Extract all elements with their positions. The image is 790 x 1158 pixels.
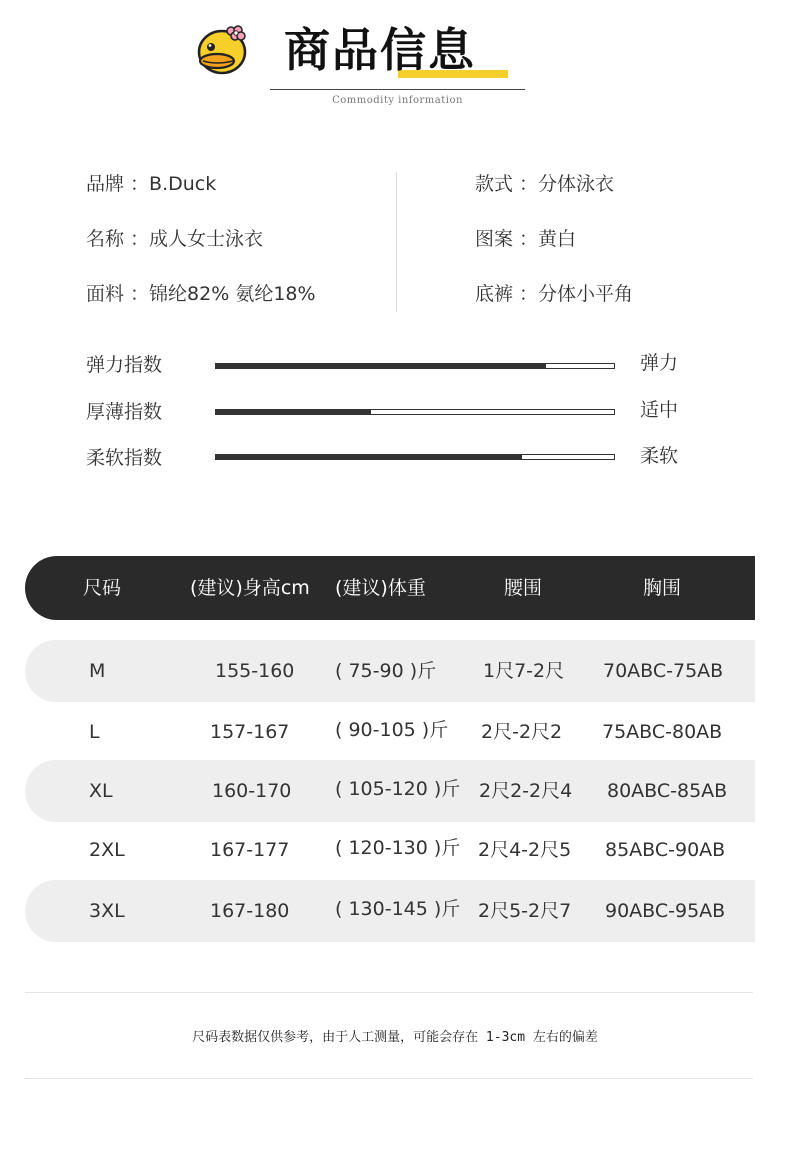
duck-head-icon: [197, 23, 247, 75]
info-label: 图案 ：: [475, 228, 539, 250]
info-divider: [396, 172, 397, 312]
cell-waist: 2尺2-2尺4: [479, 780, 573, 802]
header-height: (建议)身高cm: [190, 577, 310, 599]
cell-bust: 80ABC-85AB: [607, 780, 728, 802]
info-pattern: [475, 227, 576, 251]
info-value: 锦纶82% 氨纶18%: [149, 283, 316, 305]
size-table-header: [25, 556, 755, 620]
cell-size: L: [89, 721, 100, 743]
elasticity-index-value: 弹力: [640, 352, 679, 374]
page-subtitle: Commodity information: [332, 95, 463, 106]
softness-index-label: 柔软指数: [86, 447, 163, 469]
cell-waist: 2尺4-2尺5: [478, 839, 572, 861]
info-label: 名称 ：: [86, 228, 150, 250]
cell-height: 167-180: [210, 900, 290, 922]
cell-size: 3XL: [89, 900, 125, 922]
index-fill: [216, 455, 522, 459]
info-label: 面料 ：: [86, 283, 150, 305]
table-row: [25, 760, 755, 822]
cell-waist: 1尺7-2尺: [483, 660, 565, 682]
index-fill: [216, 410, 371, 414]
title-divider: [270, 89, 525, 90]
header-weight: (建议)体重: [335, 577, 426, 599]
cell-weight: ( 90-105 )斤: [335, 719, 449, 741]
info-bottoms: [475, 282, 633, 306]
info-fabric: [86, 282, 316, 306]
info-value: B.Duck: [149, 173, 217, 195]
info-label: 底裤 ：: [475, 283, 539, 305]
elasticity-index-bar: [215, 363, 615, 369]
header-bust: 胸围: [643, 577, 682, 599]
index-fill: [216, 364, 546, 368]
cell-weight: ( 105-120 )斤: [335, 778, 461, 800]
header-waist: 腰围: [504, 577, 543, 599]
info-label: 款式 ：: [475, 173, 539, 195]
cell-weight: ( 75-90 )斤: [335, 660, 437, 682]
cell-weight: ( 130-145 )斤: [335, 898, 461, 920]
info-style: [475, 172, 614, 196]
info-value: 分体小平角: [538, 283, 634, 305]
size-disclaimer: 尺码表数据仅供参考，由于人工测量，可能会存在 1-3cm 左右的偏差: [192, 1030, 598, 1045]
thickness-index-value: 适中: [640, 399, 679, 421]
cell-size: XL: [89, 780, 113, 802]
info-value: 成人女士泳衣: [149, 228, 264, 250]
info-value: 黄白: [538, 228, 577, 250]
cell-waist: 2尺-2尺2: [481, 721, 563, 743]
cell-height: 167-177: [210, 839, 290, 861]
elasticity-index-label: 弹力指数: [86, 354, 163, 376]
cell-bust: 85ABC-90AB: [605, 839, 726, 861]
cell-size: 2XL: [89, 839, 125, 861]
note-divider-top: [25, 992, 753, 993]
cell-height: 155-160: [215, 660, 295, 682]
table-row: [25, 880, 755, 942]
cell-size: M: [89, 660, 106, 682]
cell-waist: 2尺5-2尺7: [478, 900, 572, 922]
cell-bust: 75ABC-80AB: [602, 721, 723, 743]
cell-weight: ( 120-130 )斤: [335, 837, 461, 859]
page-title: 商品信息: [284, 23, 476, 77]
cell-bust: 70ABC-75AB: [603, 660, 724, 682]
table-row: [25, 701, 755, 763]
info-value: 分体泳衣: [538, 173, 615, 195]
info-brand: [86, 172, 216, 196]
note-divider-bottom: [25, 1078, 753, 1079]
cell-bust: 90ABC-95AB: [605, 900, 726, 922]
table-row: [25, 640, 755, 702]
cell-height: 160-170: [212, 780, 292, 802]
info-name: [86, 227, 263, 251]
thickness-index-label: 厚薄指数: [86, 401, 163, 423]
softness-index-bar: [215, 454, 615, 460]
info-label: 品牌 ：: [86, 173, 150, 195]
cell-height: 157-167: [210, 721, 290, 743]
table-row: [25, 819, 755, 881]
header-size: 尺码: [83, 577, 122, 599]
softness-index-value: 柔软: [640, 445, 679, 467]
thickness-index-bar: [215, 409, 615, 415]
